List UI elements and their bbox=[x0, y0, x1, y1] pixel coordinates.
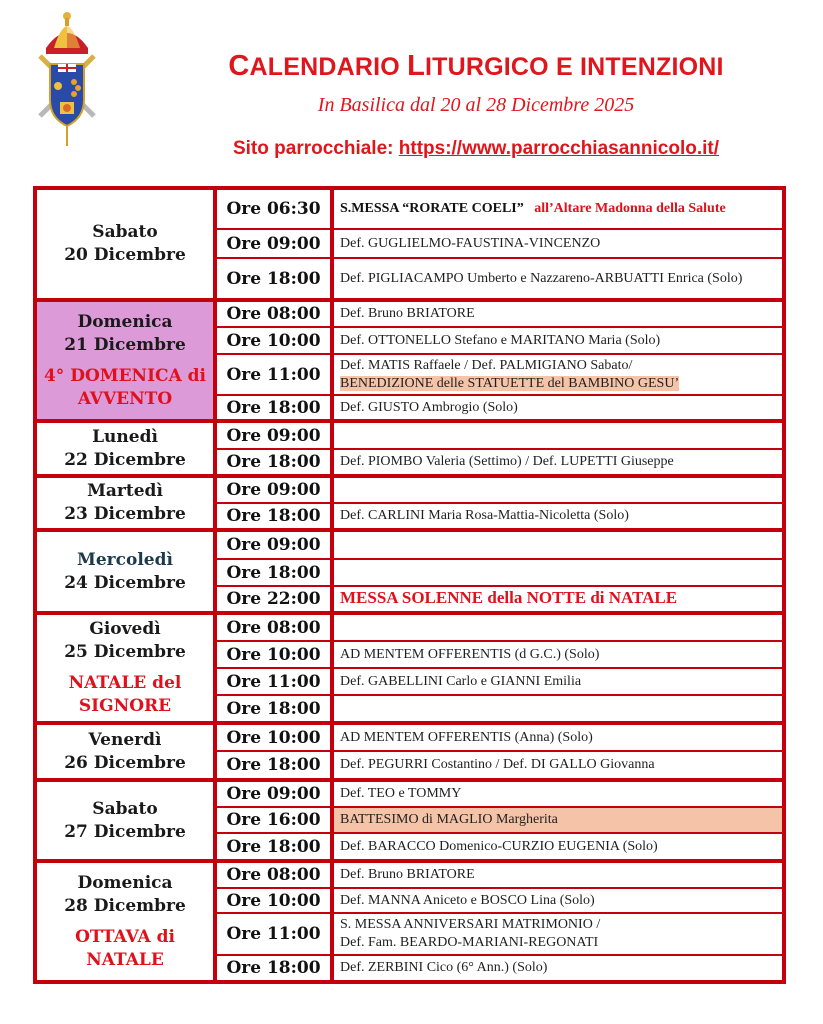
day-cell bbox=[35, 861, 215, 982]
mass-time: Ore 08:00 bbox=[215, 613, 332, 641]
mass-intention bbox=[332, 421, 784, 449]
schedule-row bbox=[35, 421, 784, 449]
intention-text: Def. ZERBINI Cico (6° Ann.) (Solo) bbox=[340, 960, 548, 975]
schedule-row bbox=[35, 188, 784, 229]
mass-time: Ore 08:00 bbox=[215, 861, 332, 888]
day-cell bbox=[35, 300, 215, 421]
blessing-note: BENEDIZIONE delle STATUETTE del BAMBINO GESU’ bbox=[340, 375, 680, 391]
mass-intention bbox=[332, 327, 784, 354]
intention-text: S.MESSA “RORATE COELI” bbox=[340, 201, 524, 216]
intention-text: Def. OTTONELLO Stefano e MARITANO Maria (Solo) bbox=[340, 332, 661, 348]
title-initial-l: L bbox=[407, 50, 425, 82]
weekday-label: Martedì bbox=[87, 481, 163, 501]
date-label: 26 Dicembre bbox=[64, 752, 186, 773]
weekday-label: Giovedì bbox=[89, 619, 161, 639]
date-label: 28 Dicembre bbox=[64, 895, 186, 916]
mass-intention bbox=[332, 668, 784, 695]
mass-time: Ore 18:00 bbox=[215, 751, 332, 780]
mass-intention bbox=[332, 955, 784, 982]
mass-time: Ore 06:30 bbox=[215, 188, 332, 229]
title-word-liturgico: ITURGICO E INTENZIONI bbox=[424, 53, 724, 81]
mass-intention bbox=[332, 559, 784, 586]
coat-of-arms-logo bbox=[36, 8, 98, 148]
intention-text: Def. GIUSTO Ambrogio (Solo) bbox=[340, 399, 518, 415]
mass-intention bbox=[332, 641, 784, 668]
mass-intention bbox=[332, 613, 784, 641]
mass-intention bbox=[332, 449, 784, 476]
mass-time: Ore 11:00 bbox=[215, 913, 332, 955]
day-cell bbox=[35, 421, 215, 476]
feast-label: NATALE del SIGNORE bbox=[68, 673, 182, 716]
schedule-row bbox=[35, 723, 784, 751]
mass-time: Ore 18:00 bbox=[215, 559, 332, 586]
mass-time: Ore 16:00 bbox=[215, 807, 332, 833]
weekday-label: Sabato bbox=[92, 222, 158, 242]
mass-time: Ore 10:00 bbox=[215, 723, 332, 751]
weekday-label: Domenica bbox=[77, 311, 173, 332]
mass-time: Ore 18:00 bbox=[215, 955, 332, 982]
parish-site-line bbox=[196, 138, 756, 160]
mass-intention bbox=[332, 913, 784, 955]
date-label: 25 Dicembre bbox=[64, 642, 186, 662]
mass-intention bbox=[332, 888, 784, 913]
mass-intention bbox=[332, 723, 784, 751]
intention-text-line2: Def. Fam. BEARDO-MARIANI-REGONATI bbox=[340, 935, 599, 950]
intention-text: Def. PIOMBO Valeria (Settimo) / Def. LUPETTI Giuseppe bbox=[340, 454, 674, 469]
weekday-label: Venerdì bbox=[88, 729, 162, 750]
mass-time: Ore 10:00 bbox=[215, 888, 332, 913]
mass-intention bbox=[332, 476, 784, 503]
day-cell bbox=[35, 613, 215, 723]
mass-time: Ore 18:00 bbox=[215, 258, 332, 300]
mass-intention bbox=[332, 354, 784, 395]
mass-intention bbox=[332, 780, 784, 807]
mass-time: Ore 18:00 bbox=[215, 395, 332, 421]
intention-text: Def. PEGURRI Costantino / Def. DI GALLO Giovanna bbox=[340, 757, 655, 772]
mass-intention bbox=[332, 530, 784, 559]
intention-text: Def. GUGLIELMO-FAUSTINA-VINCENZO bbox=[340, 235, 601, 251]
mass-time: Ore 10:00 bbox=[215, 641, 332, 668]
feast-label: 4° DOMENICA di AVVENTO bbox=[43, 365, 207, 409]
mass-time: Ore 18:00 bbox=[215, 449, 332, 476]
weekday-label: Domenica bbox=[77, 872, 173, 893]
mass-time: Ore 18:00 bbox=[215, 695, 332, 723]
mass-time: Ore 09:00 bbox=[215, 421, 332, 449]
schedule-row bbox=[35, 530, 784, 559]
subtitle: In Basilica dal 20 al 28 Dicembre 2025 bbox=[317, 94, 635, 116]
title-initial-c: C bbox=[228, 50, 250, 82]
day-cell bbox=[35, 530, 215, 613]
day-cell bbox=[35, 476, 215, 530]
intention-text: S. MESSA ANNIVERSARI MATRIMONIO / bbox=[340, 917, 601, 932]
schedule-row bbox=[35, 476, 784, 503]
mass-time: Ore 22:00 bbox=[215, 586, 332, 613]
mass-intention bbox=[332, 188, 784, 229]
intention-text: Def. MATIS Raffaele / Def. PALMIGIANO Sabato/ bbox=[340, 357, 633, 373]
date-label: 22 Dicembre bbox=[64, 449, 186, 470]
intention-text: Def. MANNA Aniceto e BOSCO Lina (Solo) bbox=[340, 892, 595, 908]
site-link[interactable]: https://www.parrocchiasannicolo.it/ bbox=[398, 138, 719, 159]
mass-time: Ore 09:00 bbox=[215, 780, 332, 807]
date-label: 20 Dicembre bbox=[64, 245, 186, 265]
weekday-label: Mercoledì bbox=[77, 549, 173, 570]
mass-intention bbox=[332, 503, 784, 530]
intention-text: Def. BARACCO Domenico-CURZIO EUGENIA (Solo) bbox=[340, 838, 658, 854]
site-label: Sito parrocchiale: bbox=[232, 138, 399, 159]
intention-text: Def. Bruno BRIATORE bbox=[340, 867, 475, 882]
mass-intention bbox=[332, 300, 784, 327]
mass-time: Ore 18:00 bbox=[215, 833, 332, 861]
schedule-row bbox=[35, 300, 784, 327]
day-cell bbox=[35, 723, 215, 780]
intention-text: Def. TEO e TOMMY bbox=[340, 786, 462, 801]
date-label: 23 Dicembre bbox=[64, 504, 186, 524]
mass-time: Ore 11:00 bbox=[215, 668, 332, 695]
mass-time: Ore 18:00 bbox=[215, 503, 332, 530]
date-label: 21 Dicembre bbox=[64, 334, 186, 355]
intention-text: Def. GABELLINI Carlo e GIANNI Emilia bbox=[340, 673, 582, 689]
weekday-label: Sabato bbox=[92, 798, 158, 819]
schedule-row bbox=[35, 861, 784, 888]
mass-intention bbox=[332, 807, 784, 833]
mass-intention bbox=[332, 395, 784, 421]
altar-location: all’Altare Madonna della Salute bbox=[534, 201, 726, 216]
day-cell bbox=[35, 780, 215, 861]
schedule-row bbox=[35, 780, 784, 807]
date-label: 24 Dicembre bbox=[64, 572, 186, 593]
date-label: 27 Dicembre bbox=[64, 821, 186, 842]
weekday-label: Lunedì bbox=[92, 426, 158, 447]
mass-time: Ore 09:00 bbox=[215, 476, 332, 503]
intention-text: AD MENTEM OFFERENTIS (Anna) (Solo) bbox=[340, 729, 593, 745]
mass-intention bbox=[332, 258, 784, 300]
mass-time: Ore 08:00 bbox=[215, 300, 332, 327]
intention-text: AD MENTEM OFFERENTIS (d G.C.) (Solo) bbox=[340, 646, 600, 662]
mass-intention bbox=[332, 751, 784, 780]
mass-intention bbox=[332, 586, 784, 613]
mass-time: Ore 10:00 bbox=[215, 327, 332, 354]
intention-text: Def. CARLINI Maria Rosa-Mattia-Nicoletta (Solo) bbox=[340, 508, 629, 523]
feast-label: OTTAVA di NATALE bbox=[75, 926, 175, 970]
mass-intention bbox=[332, 695, 784, 723]
day-cell bbox=[35, 188, 215, 300]
mass-time: Ore 09:00 bbox=[215, 530, 332, 559]
liturgical-calendar-table bbox=[33, 186, 786, 984]
highlighted-intention: BATTESIMO di MAGLIO Margherita bbox=[340, 812, 558, 827]
mass-intention bbox=[332, 229, 784, 258]
mass-time: Ore 11:00 bbox=[215, 354, 332, 395]
mass-time: Ore 09:00 bbox=[215, 229, 332, 258]
special-mass-title: MESSA SOLENNE della NOTTE di NATALE bbox=[340, 588, 678, 607]
page-title bbox=[196, 50, 756, 83]
schedule-row bbox=[35, 613, 784, 641]
mass-intention bbox=[332, 833, 784, 861]
mass-intention bbox=[332, 861, 784, 888]
intention-text: Def. PIGLIACAMPO Umberto e Nazzareno-ARBUATTI Enrica (Solo) bbox=[340, 270, 743, 286]
intention-text: Def. Bruno BRIATORE bbox=[340, 306, 475, 321]
title-word-calendario: ALENDARIO bbox=[249, 53, 408, 81]
